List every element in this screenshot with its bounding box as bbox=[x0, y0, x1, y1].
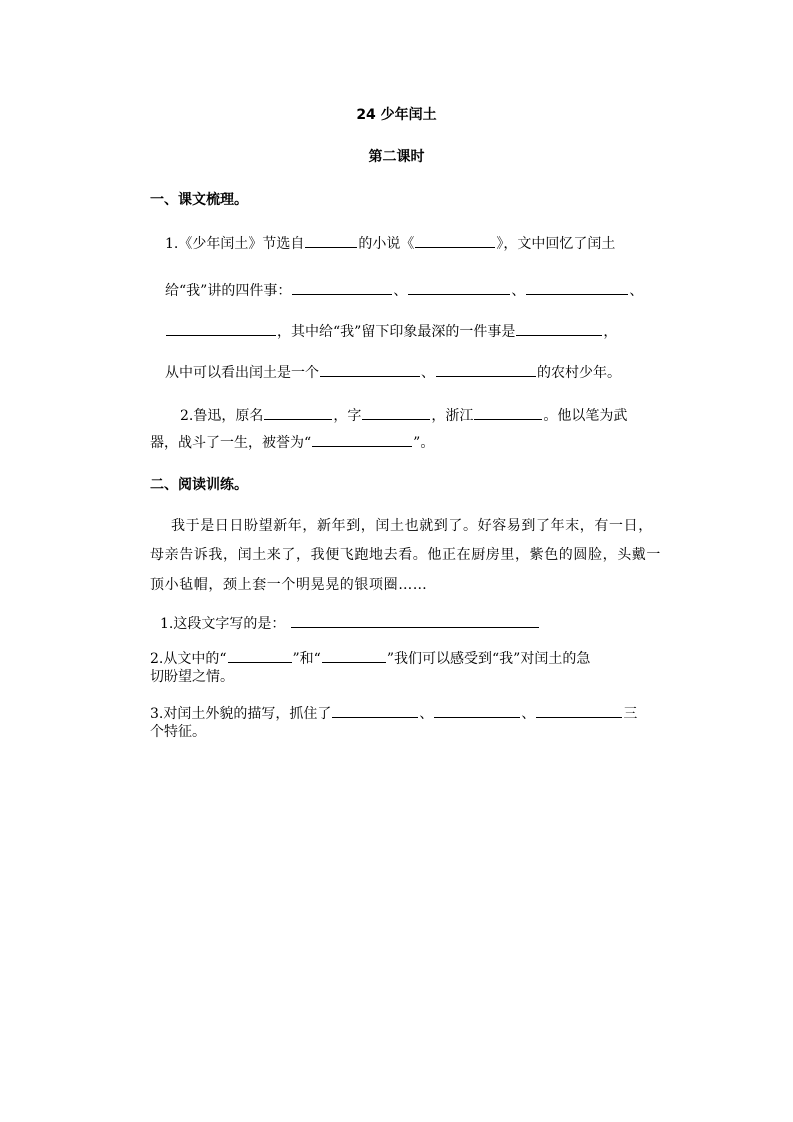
s1-q2-line1 bbox=[180, 404, 627, 426]
answer-blank[interactable] bbox=[320, 361, 420, 377]
separator: 、 bbox=[419, 706, 434, 722]
s1-q1-line3 bbox=[165, 320, 617, 342]
passage-line: 母亲告诉我，闰土来了，我便飞跑地去看。他正在厨房里，紫色的圆脸，头戴一 bbox=[150, 547, 661, 563]
s2-q1-text: 1.这段文字写的是： bbox=[160, 616, 286, 632]
s1-q2-text: ，字 bbox=[333, 408, 362, 424]
section1-heading: 一、课文梳理。 bbox=[150, 192, 248, 208]
s2-q3-line1 bbox=[150, 702, 637, 724]
s2-q1-line bbox=[160, 612, 540, 634]
s1-q1-text: 的农村少年。 bbox=[537, 365, 621, 381]
s2-q2-text: ”我们可以感受到“我”对闰土的急 bbox=[386, 651, 591, 667]
s1-q2-text: 器，战斗了一生，被誉为“ bbox=[150, 435, 312, 451]
answer-blank[interactable] bbox=[362, 404, 430, 420]
s2-q3-text: 三 bbox=[623, 706, 638, 722]
s1-q1-line2 bbox=[165, 279, 643, 301]
s1-q2-text: 2.鲁迅，原名 bbox=[180, 408, 264, 424]
s2-q2-line2: 切盼望之情。 bbox=[150, 669, 234, 685]
s1-q1-text: ，其中给“我”留下印象最深的一件事是 bbox=[277, 324, 516, 340]
s2-q3-line2: 个特征。 bbox=[150, 724, 206, 740]
passage-line: 顶小毡帽，颈上套一个明晃晃的银项圈…… bbox=[150, 577, 428, 593]
answer-blank[interactable] bbox=[408, 279, 510, 295]
s2-q3-text: 3.对闰土外貌的描写，抓住了 bbox=[150, 706, 332, 722]
answer-blank[interactable] bbox=[264, 404, 332, 420]
answer-blank[interactable] bbox=[312, 431, 412, 447]
s1-q1-text: 给“我”讲的四件事： bbox=[165, 283, 292, 299]
answer-blank[interactable] bbox=[228, 647, 292, 663]
separator: 、 bbox=[511, 283, 526, 299]
s1-q2-text: 。他以笔为武 bbox=[543, 408, 628, 424]
s1-q1-text: 从中可以看出闰土是一个 bbox=[165, 365, 319, 381]
s1-q1-text: 1.《少年闰土》节选自 bbox=[165, 236, 305, 252]
s2-q2-text: 2.从文中的“ bbox=[150, 651, 227, 667]
answer-blank[interactable] bbox=[415, 232, 495, 248]
s1-q2-text: ”。 bbox=[413, 435, 435, 451]
answer-blank[interactable] bbox=[292, 279, 392, 295]
separator: 、 bbox=[521, 706, 536, 722]
passage-line: 我于是日日盼望新年，新年到，闰土也就到了。好容易到了年末，有一日， bbox=[171, 518, 653, 534]
s2-q2-text: ”和“ bbox=[292, 651, 321, 667]
separator: 、 bbox=[629, 283, 644, 299]
answer-blank[interactable] bbox=[305, 232, 357, 248]
answer-blank[interactable] bbox=[516, 320, 602, 336]
answer-blank[interactable] bbox=[474, 404, 542, 420]
s1-q2-text: ，浙江 bbox=[431, 408, 474, 424]
s1-q1-line4 bbox=[165, 361, 621, 383]
s1-q1-line1 bbox=[165, 232, 615, 254]
answer-blank[interactable] bbox=[526, 279, 628, 295]
separator: 、 bbox=[421, 365, 435, 381]
s1-q1-text: ， bbox=[603, 324, 618, 340]
s1-q1-text: 》，文中回忆了闰土 bbox=[496, 236, 616, 252]
s1-q1-text: 的小说《 bbox=[358, 236, 415, 252]
s2-q2-line1 bbox=[150, 647, 590, 669]
lesson-title: 24 少年闰土 bbox=[356, 107, 437, 123]
answer-blank[interactable] bbox=[536, 702, 622, 718]
answer-blank[interactable] bbox=[434, 702, 520, 718]
separator: 、 bbox=[393, 283, 408, 299]
answer-blank[interactable] bbox=[291, 612, 539, 628]
answer-blank[interactable] bbox=[166, 320, 276, 336]
answer-blank[interactable] bbox=[322, 647, 386, 663]
answer-blank[interactable] bbox=[436, 361, 536, 377]
s1-q2-line2 bbox=[150, 431, 434, 453]
answer-blank[interactable] bbox=[332, 702, 418, 718]
lesson-subtitle: 第二课时 bbox=[368, 149, 425, 165]
section2-heading: 二、阅读训练。 bbox=[150, 477, 248, 493]
